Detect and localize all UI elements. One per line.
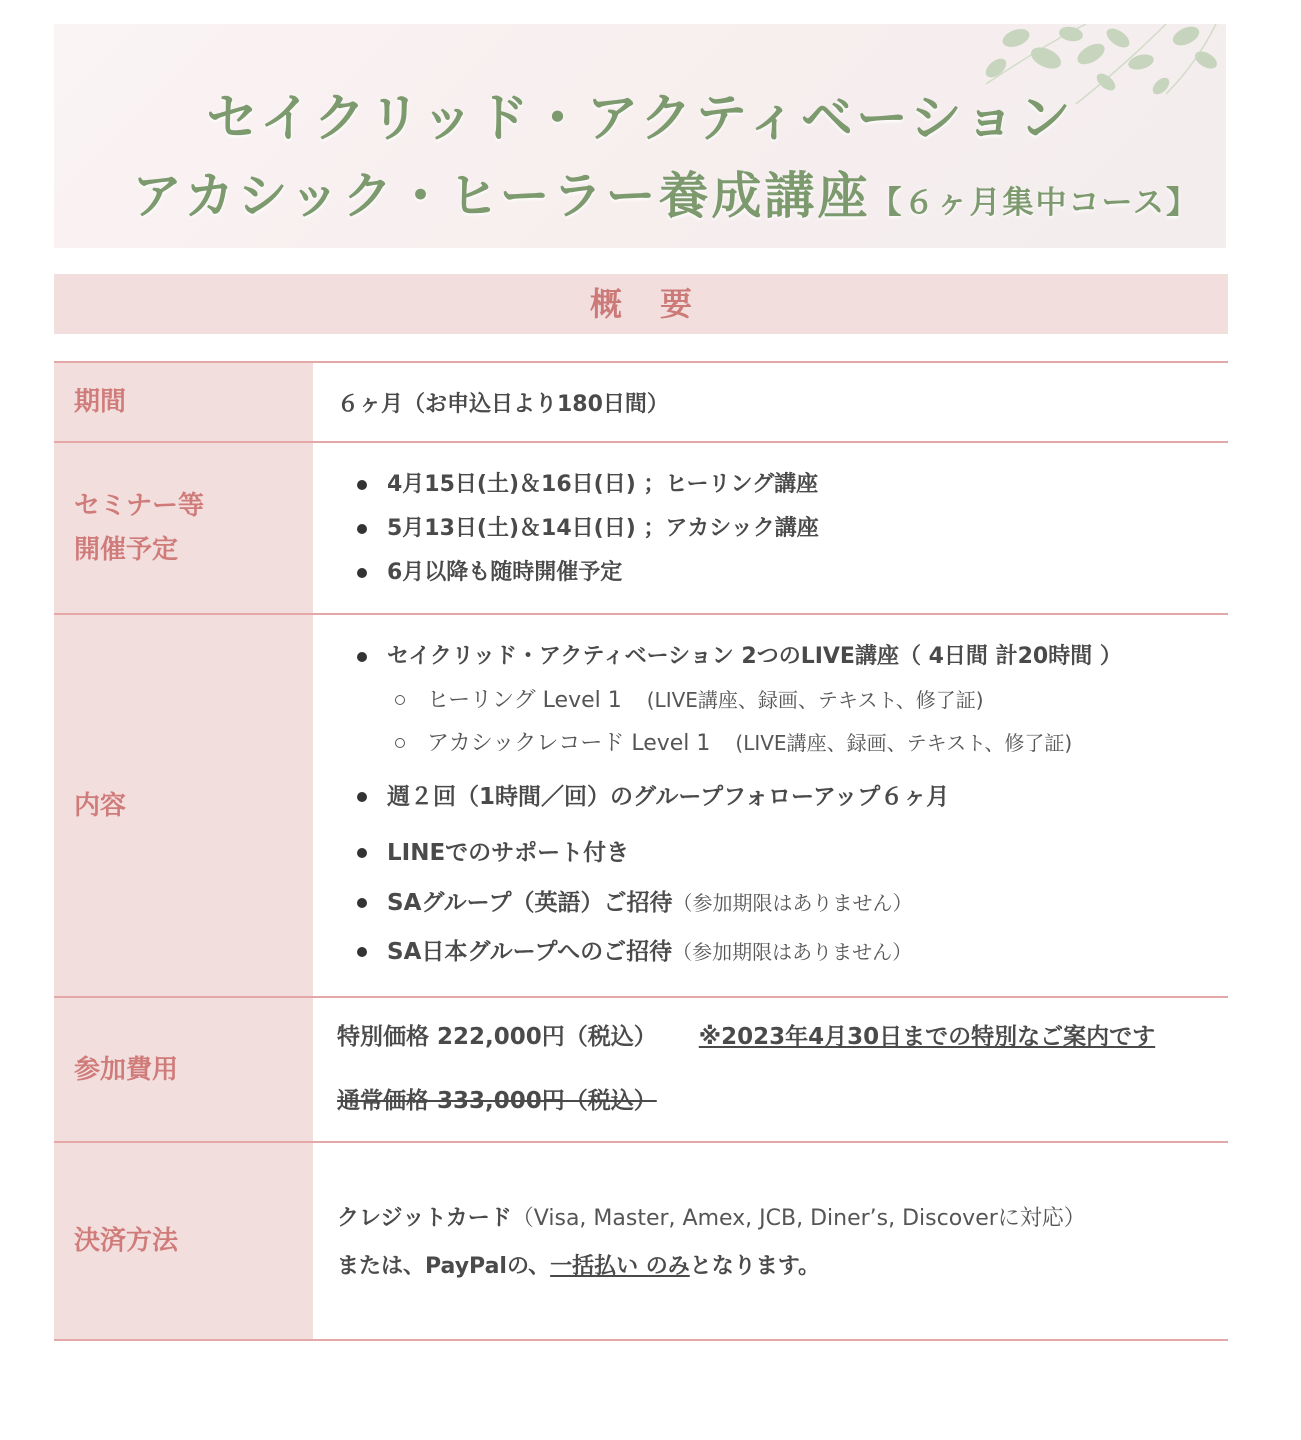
overview-heading: 概要 (54, 274, 1228, 334)
sub-item-akashic (387, 722, 1228, 765)
page-title-line1: セイクリッド・アクティベーション (206, 89, 1074, 149)
sub-item-healing-name: ヒーリング Level 1 (427, 688, 622, 713)
header-banner (54, 24, 1226, 248)
seminar-label-line2: 開催予定 (74, 535, 179, 565)
sa-japan-group-note: （参加期限はありません） (672, 940, 913, 964)
sub-item-akashic-note: (LIVE講座、録画、テキスト、修了証) (735, 731, 1073, 755)
row-label-seminar (54, 443, 313, 613)
row-value-fee (313, 998, 1228, 1141)
content-item-sa-japan-group (337, 925, 1228, 979)
row-seminar (54, 443, 1228, 615)
content-item (337, 635, 1228, 765)
row-fee (54, 998, 1228, 1143)
regular-price: 通常価格 333,000円（税込） (337, 1088, 657, 1114)
sub-item-akashic-name: アカシックレコード Level 1 (427, 731, 711, 756)
seminar-item: 6月以降も随時開催予定 (337, 551, 1228, 595)
period-value: ６ヶ月（お申込日より180日間） (337, 391, 669, 417)
seminar-item: 5月13日(土)＆14日(日) ；アカシック講座 (337, 507, 1228, 551)
row-label-content: 内容 (54, 615, 313, 996)
row-label-period: 期間 (54, 363, 313, 441)
payment-paypal-prefix: または、PayPalの、 (337, 1254, 551, 1279)
row-value-seminar (313, 443, 1228, 613)
seminar-label-line1: セミナー等 (74, 491, 205, 521)
payment-lump-sum: 一括払い のみ (550, 1254, 690, 1279)
special-price: 特別価格 222,000円（税込） (337, 1024, 657, 1050)
content-item-line-support: LINEでのサポート付き (337, 825, 1228, 881)
payment-credit-card: クレジットカード (337, 1206, 512, 1231)
special-price-note: ※2023年4月30日までの特別なご案内です (698, 1024, 1156, 1050)
row-label-fee: 参加費用 (54, 998, 313, 1141)
row-label-payment: 決済方法 (54, 1143, 313, 1339)
content-item-live-courses: セイクリッド・アクティベーション 2つのLIVE講座（ 4日間 計20時間 ） (387, 644, 1122, 669)
seminar-item: 4月15日(土)＆16日(日) ；ヒーリング講座 (337, 463, 1228, 507)
page-title-line2 (132, 156, 1199, 228)
row-value-period (313, 363, 1228, 441)
content-item-sa-group (337, 881, 1228, 925)
row-payment (54, 1143, 1228, 1341)
sub-item-healing-note: (LIVE講座、録画、テキスト、修了証) (646, 688, 984, 712)
sa-group-text: SAグループ（英語）ご招待 (387, 890, 673, 916)
course-info-table (54, 361, 1228, 1341)
sa-japan-group-text: SA日本グループへのご招待 (387, 939, 673, 965)
course-type-label: 【６ヶ月集中コース】 (870, 185, 1199, 221)
row-period (54, 363, 1228, 443)
content-item-followup: 週２回（1時間／回）のグループフォローアップ６ヶ月 (337, 769, 1228, 825)
sa-group-note: （参加期限はありません） (672, 891, 913, 915)
page-title-main: アカシック・ヒーラー養成講座 (132, 167, 871, 225)
payment-card-brands: （Visa, Master, Amex, JCB, Diner’s, Discoverに対応） (511, 1206, 1086, 1231)
row-value-payment (313, 1143, 1228, 1339)
payment-paypal-suffix: となります。 (689, 1254, 821, 1279)
row-value-content (313, 615, 1228, 996)
sub-item-healing (387, 679, 1228, 722)
row-content (54, 615, 1228, 998)
